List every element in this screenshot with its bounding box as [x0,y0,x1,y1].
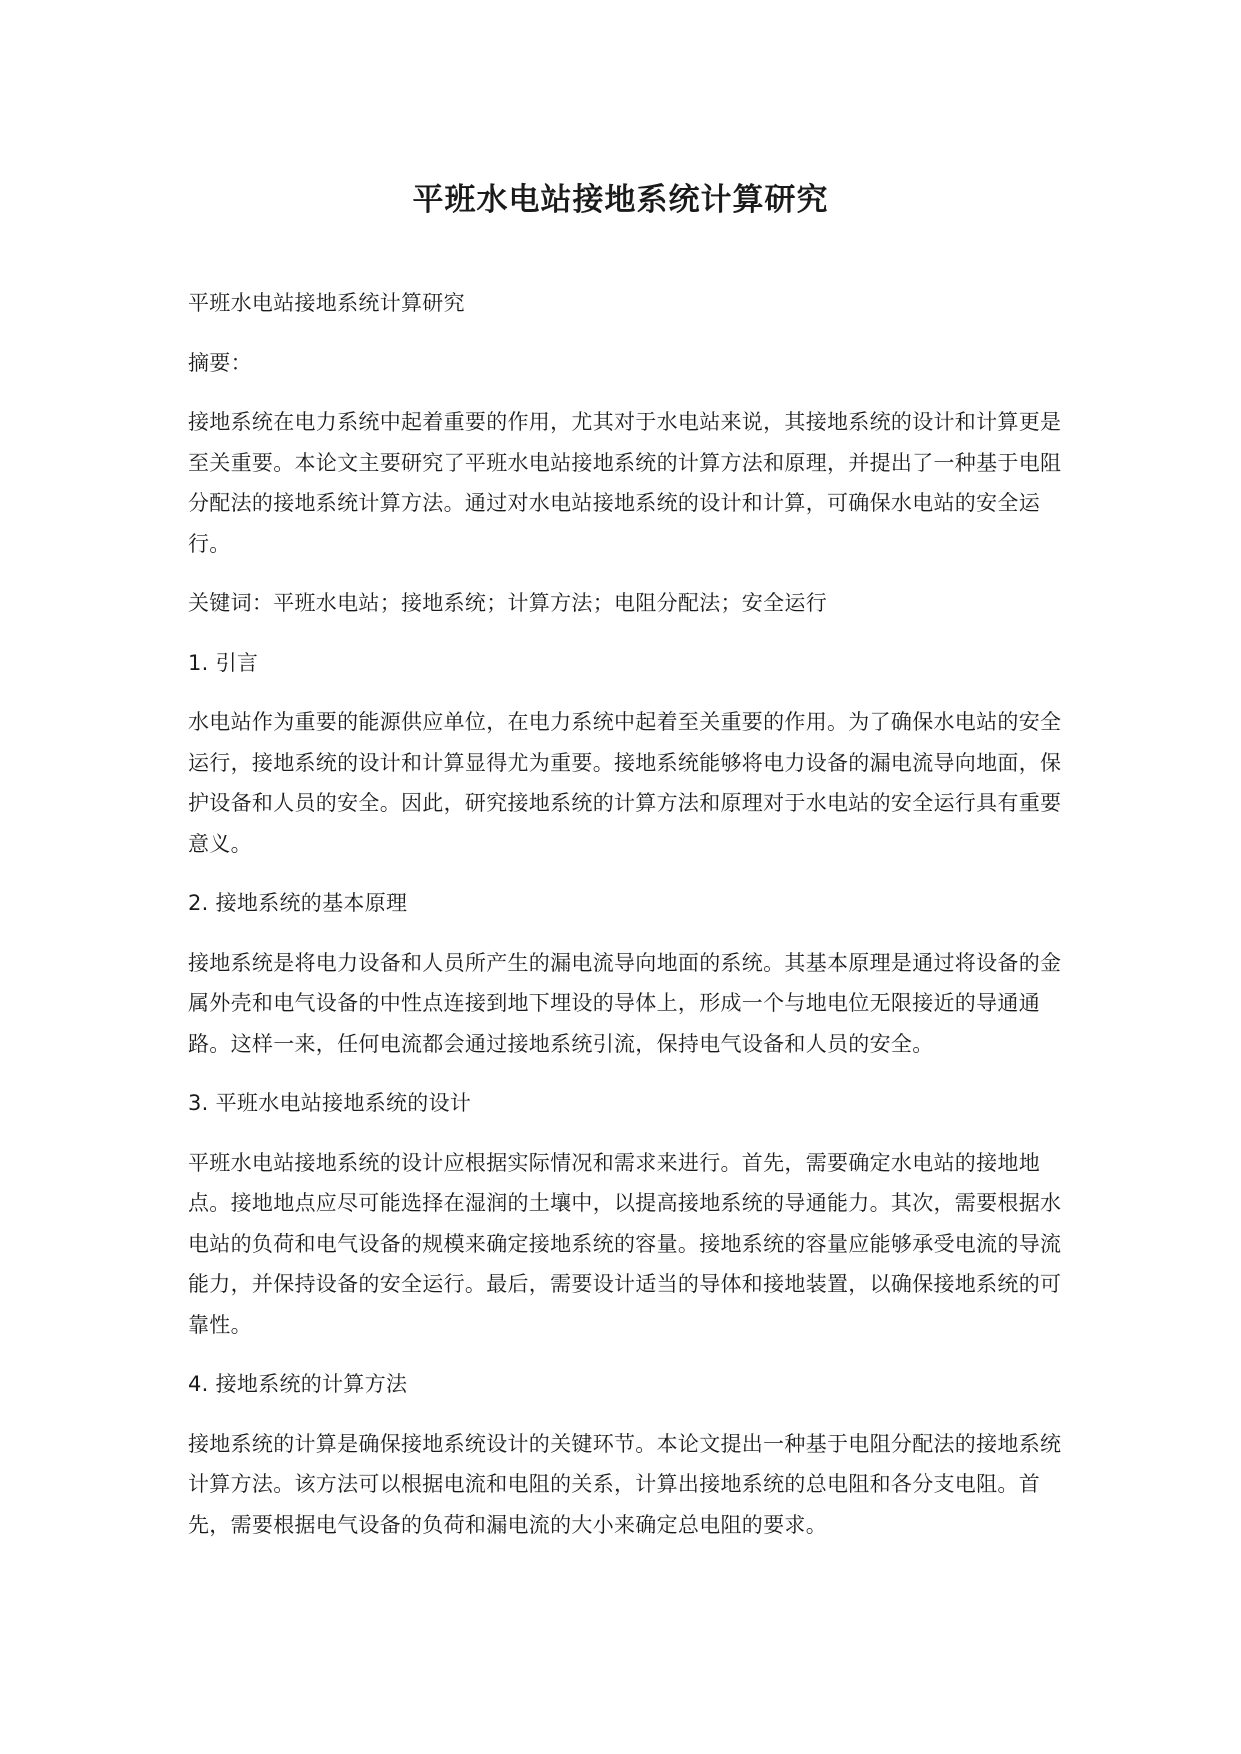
section-paragraph-1: 水电站作为重要的能源供应单位，在电力系统中起着至关重要的作用。为了确保水电站的安全运行，接地系统的设计和计算显得尤为重要。接地系统能够将电力设备的漏电流导向地面，保护设备和人员的安全。因此，研究接地系统的计算方法和原理对于水电站的安全运行具有重要意义。 [188,710,1062,856]
section-paragraph-2: 接地系统是将电力设备和人员所产生的漏电流导向地面的系统。其基本原理是通过将设备的金属外壳和电气设备的中性点连接到地下埋设的导体上，形成一个与地电位无限接近的导通通路。这样一来，任何电流都会通过接地系统引流，保持电气设备和人员的安全。 [188,950,1062,1056]
section-heading-1: 1. 引言 [188,650,259,675]
subtitle-paragraph: 平班水电站接地系统计算研究 [188,291,465,315]
abstract-heading: 摘要： [188,350,252,375]
section-heading-4: 4. 接地系统的计算方法 [188,1372,408,1396]
document-title: 平班水电站接地系统计算研究 [412,182,829,218]
section-paragraph-4: 接地系统的计算是确保接地系统设计的关键环节。本论文提出一种基于电阻分配法的接地系统计算方法。该方法可以根据电流和电阻的关系，计算出接地系统的总电阻和各分支电阻。首先，需要根据电气设备的负荷和漏电流的大小来确定总电阻的要求。 [188,1431,1062,1537]
abstract-paragraph: 接地系统在电力系统中起着重要的作用，尤其对于水电站来说，其接地系统的设计和计算更是至关重要。本论文主要研究了平班水电站接地系统的计算方法和原理，并提出了一种基于电阻分配法的接地系统计算方法。通过对水电站接地系统的设计和计算，可确保水电站的安全运行。 [188,410,1062,556]
section-heading-2: 2. 接地系统的基本原理 [188,891,408,915]
document-body [188,283,1078,1564]
section-paragraph-3: 平班水电站接地系统的设计应根据实际情况和需求来进行。首先，需要确定水电站的接地地点。接地地点应尽可能选择在湿润的土壤中，以提高接地系统的导通能力。其次，需要根据水电站的负荷和电气设备的规模来确定接地系统的容量。接地系统的容量应能够承受电流的导流能力，并保持设备的安全运行。最后，需要设计适当的导体和接地装置，以确保接地系统的可靠性。 [188,1150,1062,1337]
keywords-paragraph: 关键词：平班水电站；接地系统；计算方法；电阻分配法；安全运行 [188,591,827,615]
section-heading-3: 3. 平班水电站接地系统的设计 [188,1091,472,1115]
